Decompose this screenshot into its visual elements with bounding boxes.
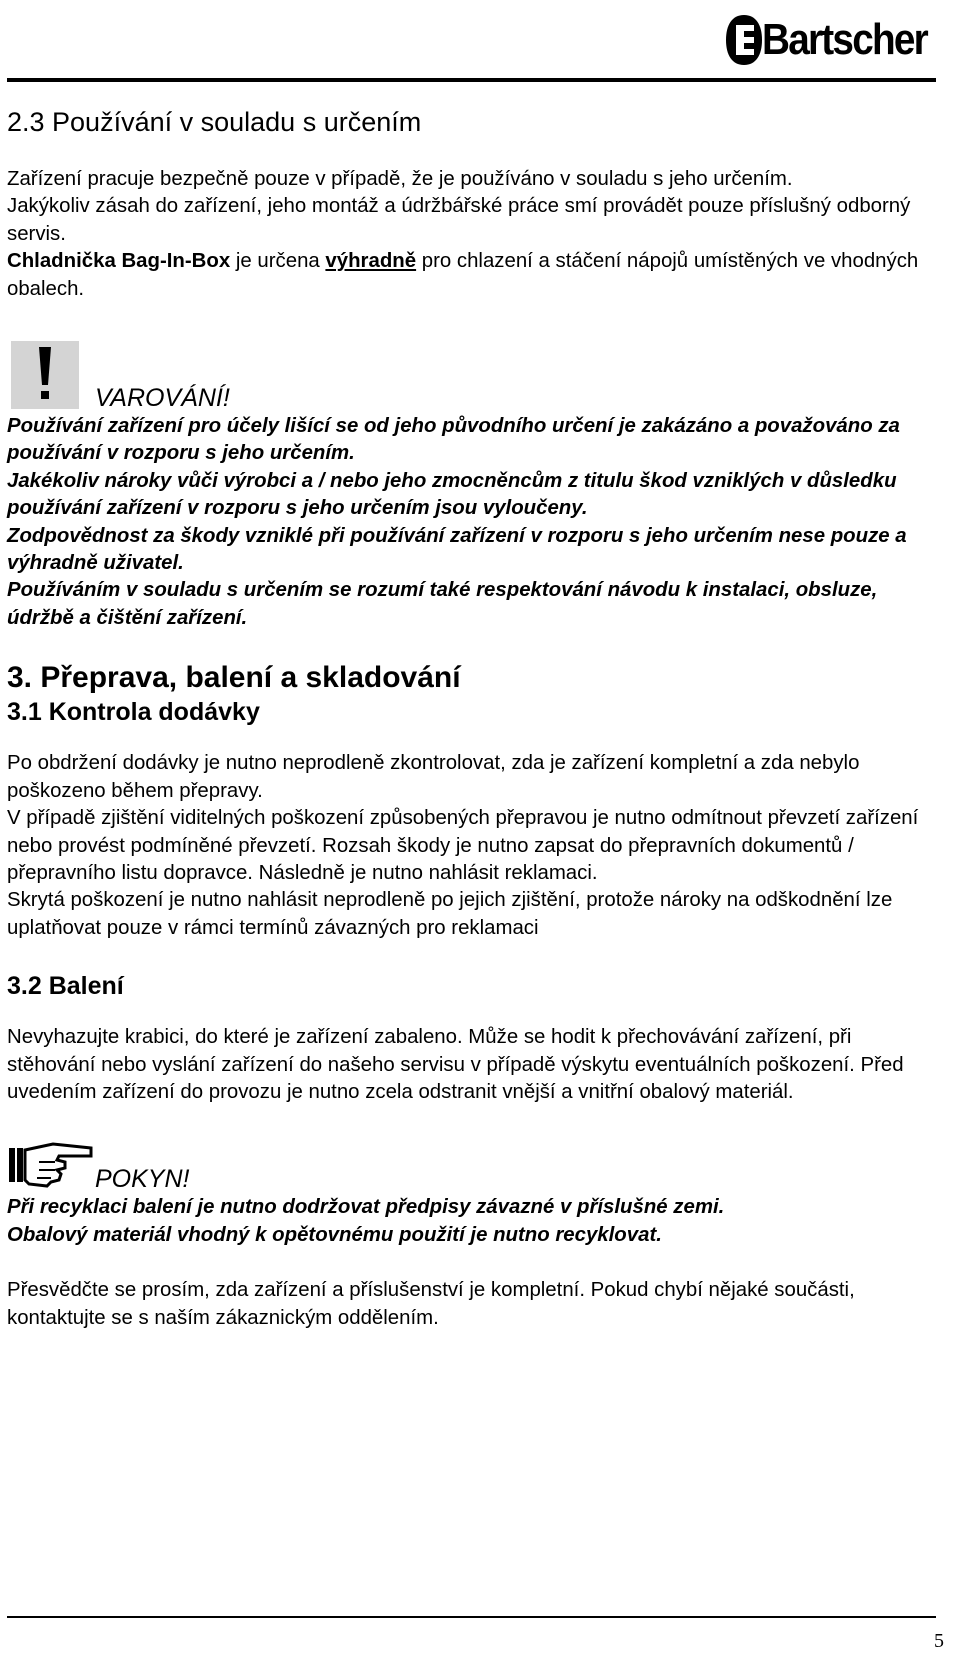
warning-title: VAROVÁNÍ! bbox=[95, 384, 230, 413]
section-3-2-heading: 3.2 Balení bbox=[7, 972, 124, 1001]
brand-logo bbox=[724, 6, 949, 74]
warning-line-1: Používání zařízení pro účely lišící se od jeho původního určení je zakázáno a považováno za používání v rozporu s jeho určením. bbox=[7, 415, 900, 465]
brand-name: Bartscher bbox=[762, 15, 927, 64]
pointing-hand-icon bbox=[7, 1138, 95, 1190]
section-2-3-heading: 2.3 Používání v souladu s určením bbox=[7, 107, 422, 137]
section-2-3-paragraph-3: Chladnička Bag-In-Box je určena výhradně pro chlazení a stáčení nápojů umístěných ve vhodných obalech. bbox=[7, 250, 919, 300]
exclusively-emphasis: výhradně bbox=[325, 250, 417, 273]
page-number: 5 bbox=[934, 1630, 944, 1652]
warning-line-2: Jakékoliv nároky vůči výrobci a / nebo jeho zmocněncům z titulu škod vzniklých v důsledku používání zařízení v rozporu s jeho určením jsou vyloučeny. bbox=[7, 469, 897, 520]
bartscher-logo-mark-icon bbox=[724, 11, 764, 69]
footer-divider bbox=[7, 1616, 936, 1618]
warning-callout-header bbox=[7, 337, 942, 413]
section-2-3-paragraph-2: Jakýkoliv zásah do zařízení, jeho montáž a údržbářské práce smí provádět pouze příslušný odborný servis. bbox=[7, 195, 911, 245]
page-content bbox=[7, 104, 942, 1332]
section-3-2-paragraph-1: Nevyhazujte krabici, do které je zařízení zabaleno. Může se hodit k přechovávání zařízení, při stěhování nebo vyslání zařízení do našeho servisu v případě výskytu eventuálních poškození. Před uvedením zařízení do provozu je nutno zcela odstranit vnější a vnitřní obalový materiál. bbox=[7, 1026, 904, 1103]
note-title: POKYN! bbox=[95, 1165, 190, 1194]
warning-line-3: Zodpovědnost za škody vzniklé při používání zařízení v rozporu s jeho určením nese pouze a výhradně uživatel. bbox=[7, 524, 907, 575]
closing-paragraph: Přesvědčte se prosím, zda zařízení a příslušenství je kompletní. Pokud chybí nějaké součásti, kontaktujte se s naším zákaznickým oddělením. bbox=[7, 1279, 855, 1329]
exclamation-icon bbox=[11, 341, 79, 409]
header-divider bbox=[7, 78, 936, 82]
section-3-1-paragraph-3: Skrytá poškození je nutno nahlásit neprodleně po jejich zjištění, protože nároky na odškodnění lze uplatňovat pouze v rámci termínů závazných pro reklamaci bbox=[7, 889, 893, 939]
section-3-1-paragraph-1: Po obdržení dodávky je nutno neprodleně zkontrolovat, zda je zařízení kompletní a zda nebylo poškozeno během přepravy. bbox=[7, 752, 860, 802]
product-name: Chladnička Bag-In-Box bbox=[7, 250, 231, 273]
section-2-3-paragraph-1: Zařízení pracuje bezpečně pouze v případě, že je používáno v souladu s jeho určením. bbox=[7, 168, 793, 190]
note-line-1: Při recyklaci balení je nutno dodržovat předpisy závazné v příslušné zemi. bbox=[7, 1196, 725, 1219]
note-callout-header bbox=[7, 1126, 942, 1194]
note-line-2: Obalový materiál vhodný k opětovnému použití je nutno recyklovat. bbox=[7, 1223, 662, 1246]
section-3-1-paragraph-2: V případě zjištění viditelných poškození způsobených přepravou je nutno odmítnout převzetí zařízení nebo provést podmíněné převzetí. Rozsah škody je nutno zapsat do přepravních dokumentů / přepravního listu dopravce. Následně je nutno nahlásit reklamaci. bbox=[7, 807, 919, 884]
warning-line-4: Používáním v souladu s určením se rozumí také respektování návodu k instalaci, obsluze, údržbě a čištění zařízení. bbox=[7, 579, 878, 629]
section-3-heading: 3. Přeprava, balení a skladování bbox=[7, 661, 461, 695]
section-3-1-heading: 3.1 Kontrola dodávky bbox=[7, 698, 260, 727]
